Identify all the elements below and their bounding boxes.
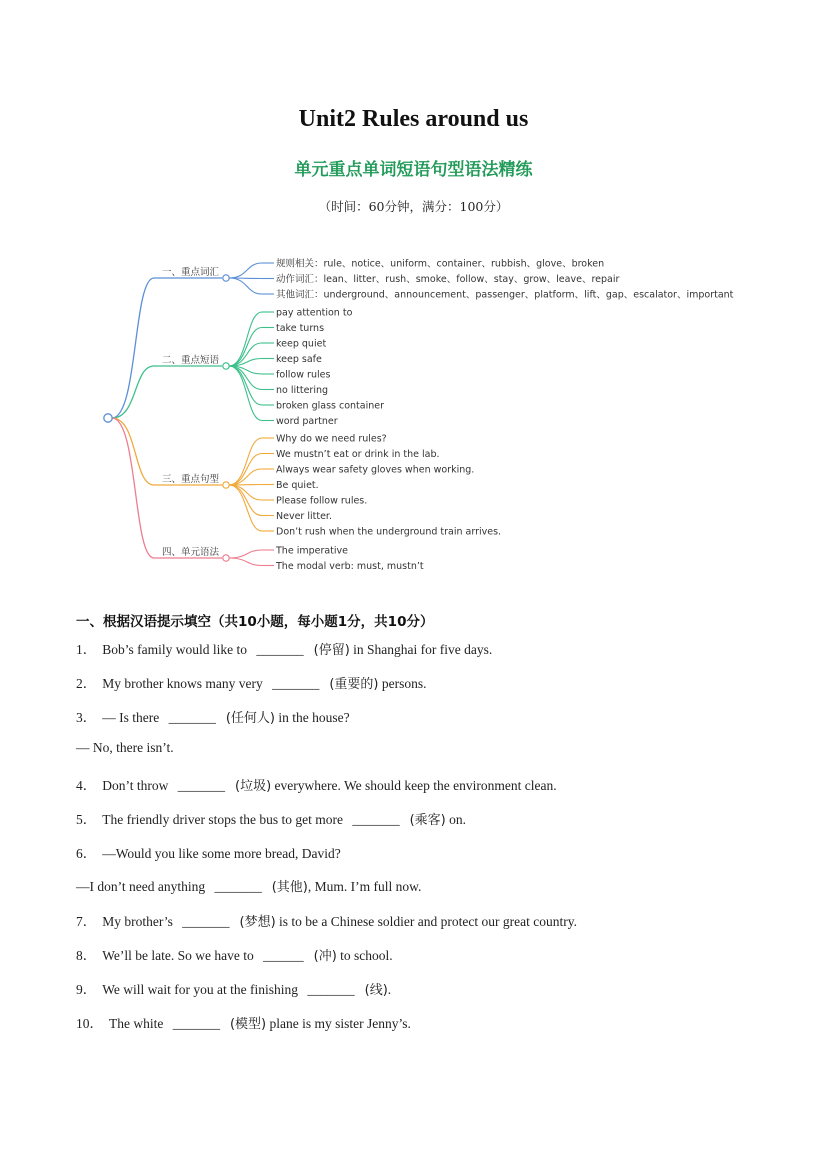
mindmap-branch-label: 三、重点句型 <box>162 474 220 485</box>
question-number: 8． <box>76 948 97 963</box>
mindmap-leaf-label: take turns <box>276 323 325 334</box>
mindmap-branch <box>112 418 501 538</box>
question-text: — Is there <box>102 710 163 725</box>
mindmap-leaf-label: 动作词汇：lean、litter、rush、smoke、follow、stay、grow、leave、repair <box>276 274 620 285</box>
mindmap-leaf-label: The modal verb: must, mustn’t <box>276 561 424 572</box>
question-text: We will wait for you at the finishing <box>102 982 302 997</box>
question-number: 5． <box>76 812 97 827</box>
mindmap-leaf-label: Don’t rush when the underground train arrives. <box>276 526 502 538</box>
mindmap-leaf-label: Always wear safety gloves when working. <box>276 464 475 476</box>
mindmap-leaf-connector <box>229 485 262 516</box>
question-text-end: everywhere. We should keep the environment clean. <box>271 778 557 793</box>
mindmap-branch <box>112 308 384 428</box>
question-text-end: to school. <box>336 948 393 963</box>
mindmap-leaf-connector <box>229 328 262 367</box>
mindmap-root-node <box>104 414 112 422</box>
answer-blank[interactable]: _______ <box>307 982 355 997</box>
question-text-end: . <box>387 982 392 997</box>
mindmap-leaf-label: Never litter. <box>276 511 332 522</box>
answer-blank[interactable]: _______ <box>182 914 230 929</box>
answer-blank[interactable]: _______ <box>256 642 304 657</box>
mindmap-branch-label: 二、重点短语 <box>162 355 220 366</box>
mindmap-connector <box>112 366 154 418</box>
question-text: The friendly driver stops the bus to get more <box>102 812 347 827</box>
mindmap-leaf-label: broken glass container <box>276 400 385 412</box>
question-line <box>76 672 427 692</box>
mindmap-leaf-label: keep quiet <box>276 338 327 350</box>
mindmap-leaf-label: no littering <box>276 385 329 396</box>
section-heading: 一、根据汉语提示填空（共10小题，每小题1分，共10分） <box>76 614 434 630</box>
question-line <box>76 1012 411 1032</box>
answer-blank[interactable]: _______ <box>168 710 216 725</box>
question-text: The white <box>109 1016 167 1031</box>
mindmap-leaf-label: keep safe <box>276 354 322 365</box>
question-number: 6． <box>76 846 97 861</box>
mindmap-leaf-connector <box>229 366 262 405</box>
mindmap-leaf-connector <box>229 366 262 421</box>
question-text: Bob’s family would like to <box>102 642 251 657</box>
question-text-end: is to be a Chinese soldier and protect our great country. <box>275 914 577 929</box>
question-number: 10． <box>76 1016 103 1031</box>
question-line <box>76 808 466 828</box>
mindmap-leaf-label: We mustn’t eat or drink in the lab. <box>276 449 440 460</box>
mindmap-branch-label: 一、重点词汇 <box>162 267 220 278</box>
mindmap-node <box>223 363 229 369</box>
question-line <box>76 740 174 756</box>
answer-blank[interactable]: ______ <box>263 948 304 963</box>
page-title: Unit2 Rules around us <box>298 106 529 132</box>
chinese-hint: (线) <box>364 983 388 998</box>
question-line <box>76 944 393 964</box>
mindmap-leaf-label: 其他词汇：underground、announcement、passenger、platform、lift、gap、escalator、important <box>276 289 734 301</box>
mindmap-leaf-connector <box>229 263 262 278</box>
chinese-hint: (任何人) <box>225 711 276 726</box>
question-text-end: , Mum. I’m full now. <box>307 879 422 894</box>
chinese-hint: (冲) <box>313 949 337 964</box>
chinese-hint: (乘客) <box>409 813 446 828</box>
answer-blank[interactable]: _______ <box>177 778 225 793</box>
time-note: （时间：60分钟，满分：100分） <box>318 199 509 214</box>
question-text-end: in Shanghai for five days. <box>349 642 493 657</box>
question-text: — No, there isn’t. <box>76 740 174 755</box>
question-number: 2． <box>76 676 97 691</box>
mindmap-leaf-connector <box>229 312 262 366</box>
question-number: 4． <box>76 778 97 793</box>
mindmap-leaf-label: pay attention to <box>276 307 353 319</box>
question-number: 9． <box>76 982 97 997</box>
mindmap-leaf-label: 规则相关：rule、notice、uniform、container、rubbish、glove、broken <box>276 258 605 270</box>
question-text: Don’t throw <box>102 778 172 793</box>
question-number: 7． <box>76 914 97 929</box>
mindmap-node <box>223 555 229 561</box>
question-text-end: persons. <box>378 676 427 691</box>
mindmap-leaf-label: word partner <box>276 416 338 427</box>
mindmap-leaf-connector <box>229 278 262 294</box>
mindmap-leaf-connector <box>229 558 262 566</box>
question-line <box>76 638 492 658</box>
chinese-hint: (停留) <box>313 643 350 658</box>
mindmap-leaf-label: Be quiet. <box>276 480 319 491</box>
question-text: My brother knows many very <box>102 676 267 691</box>
question-number: 3． <box>76 710 97 725</box>
page-subtitle: 单元重点单词短语句型语法精练 <box>294 160 533 180</box>
question-text-end: on. <box>445 812 466 827</box>
question-text: —I don’t need anything <box>76 879 209 894</box>
chinese-hint: (重要的) <box>329 677 379 692</box>
mindmap-leaf-label: follow rules <box>276 369 331 381</box>
mindmap-branch <box>112 258 734 419</box>
mind-map <box>0 240 827 580</box>
chinese-hint: (垃圾) <box>235 779 272 794</box>
question-line <box>76 978 391 998</box>
mindmap-node <box>223 275 229 281</box>
question-number: 1． <box>76 642 97 657</box>
question-text: —Would you like some more bread, David? <box>102 846 341 861</box>
question-text-end: plane is my sister Jenny’s. <box>266 1016 411 1031</box>
mindmap-connector <box>112 418 154 558</box>
mindmap-leaf-connector <box>229 550 262 558</box>
chinese-hint: (梦想) <box>239 915 276 930</box>
question-line <box>76 706 350 726</box>
mindmap-node <box>223 482 229 488</box>
answer-blank[interactable]: _______ <box>172 1016 220 1031</box>
question-line <box>76 774 557 794</box>
chinese-hint: (模型) <box>229 1017 267 1032</box>
question-line <box>76 910 577 930</box>
mindmap-branch-label: 四、单元语法 <box>162 547 220 558</box>
question-text: My brother’s <box>102 914 177 929</box>
chinese-hint: (其他) <box>271 880 308 895</box>
mindmap-leaf-label: Please follow rules. <box>276 495 368 507</box>
mindmap-leaf-label: Why do we need rules? <box>276 433 387 445</box>
question-line <box>76 876 421 895</box>
question-text: We’ll be late. So we have to <box>102 948 258 963</box>
answer-blank[interactable]: _______ <box>272 676 320 691</box>
answer-blank[interactable]: _______ <box>214 879 262 894</box>
mindmap-leaf-label: The imperative <box>276 545 349 557</box>
answer-blank[interactable]: _______ <box>352 812 400 827</box>
question-line <box>76 842 341 862</box>
question-text-end: in the house? <box>275 710 350 725</box>
